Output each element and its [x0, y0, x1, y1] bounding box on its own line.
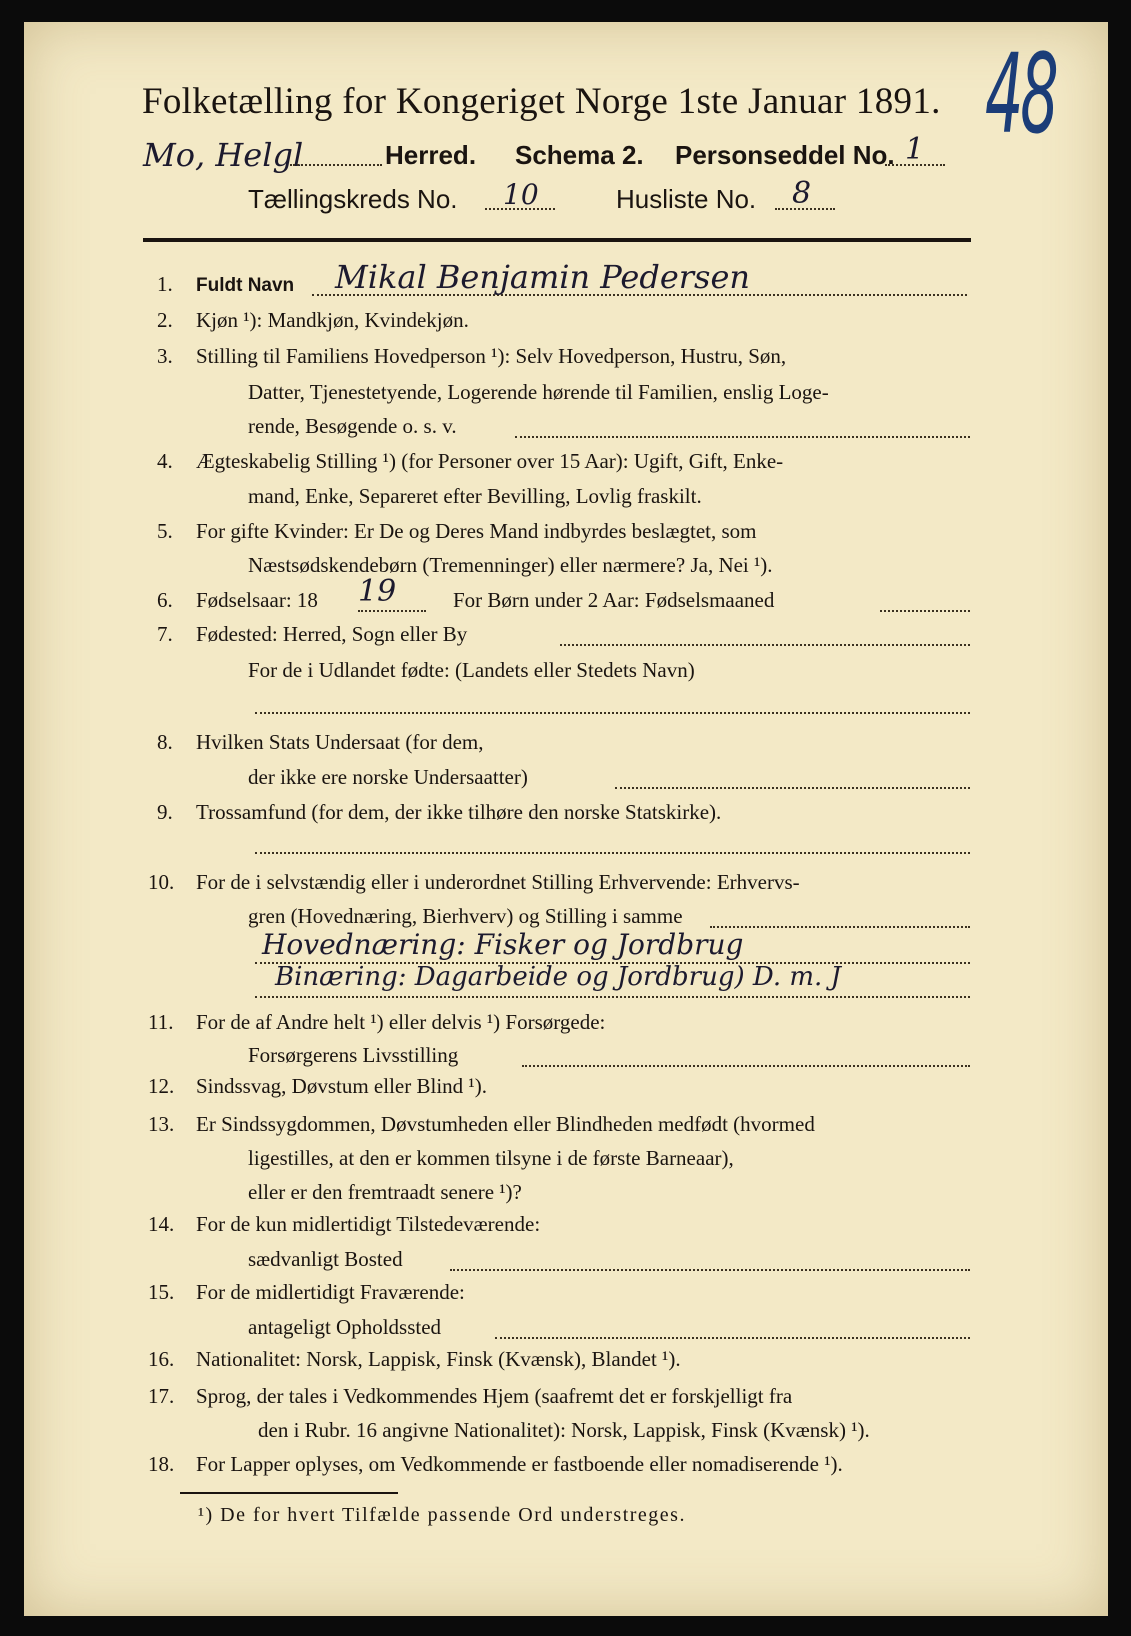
- occupation-main-handwritten: Hovednæring: Fisker og Jordbrug: [262, 928, 744, 961]
- item-12-text: Sindssvag, Døvstum eller Blind ¹).: [196, 1074, 487, 1098]
- item-4-line-1: Ægteskabelig Stilling ¹) (for Personer over 15 Aar): Ugift, Gift, Enke-: [196, 449, 784, 473]
- item-13-line-1: Er Sindssygdommen, Døvstumheden eller Blindheden medfødt (hvormed: [196, 1112, 815, 1136]
- item-number: 17.: [148, 1384, 175, 1408]
- item-17-line-1: Sprog, der tales i Vedkommendes Hjem (saafremt det er forskjelligt fra: [196, 1384, 793, 1408]
- item-7-line-2: For de i Udlandet fødte: (Landets eller Stedets Navn): [248, 658, 695, 682]
- birthyear-handwritten: 19: [358, 574, 397, 609]
- item-8-line-1: Hvilken Stats Undersaat (for dem,: [196, 730, 484, 754]
- item-number: 3.: [157, 344, 173, 368]
- footnote-rule: [180, 1492, 398, 1494]
- occupation-secondary-handwritten: Binæring: Dagarbeide og Jordbrug) D. m. J: [275, 962, 841, 992]
- item-number: 14.: [148, 1212, 175, 1236]
- item-3-line-3: rende, Besøgende o. s. v.: [248, 414, 457, 438]
- item-16-text: Nationalitet: Norsk, Lappisk, Finsk (Kvænsk), Blandet ¹).: [196, 1347, 681, 1371]
- item-2-text: Kjøn ¹): Mandkjøn, Kvindekjøn.: [196, 308, 469, 332]
- item-5-line-2: Næstsødskendebørn (Tremenninger) eller nærmere? Ja, Nei ¹).: [248, 553, 773, 577]
- item-4-line-2: mand, Enke, Separeret efter Bevilling, Lovlig fraskilt.: [248, 484, 702, 508]
- husliste-number: 8: [792, 176, 812, 211]
- item-number: 6.: [157, 588, 173, 612]
- item-number: 1.: [157, 272, 173, 296]
- item-15-line-2: antageligt Opholdssted: [248, 1315, 442, 1339]
- item-number: 10.: [148, 870, 175, 894]
- personseddel-label: Personseddel No.: [675, 140, 895, 170]
- stamp-number: 48: [985, 30, 1056, 158]
- item-number: 16.: [148, 1347, 175, 1371]
- item-9-text: Trossamfund (for dem, der ikke tilhøre den norske Statskirke).: [196, 800, 722, 824]
- item-3-line-1: Stilling til Familiens Hovedperson ¹): Selv Hovedperson, Hustru, Søn,: [196, 344, 787, 368]
- item-1-label: Fuldt Navn: [196, 275, 295, 296]
- item-5-line-1: For gifte Kvinder: Er De og Deres Mand indbyrdes beslægtet, som: [196, 519, 757, 543]
- item-13-line-2: ligestilles, at den er kommen tilsyne i de første Barneaar),: [248, 1146, 734, 1170]
- item-number: 2.: [157, 308, 173, 332]
- item-6-birthyear-label: Fødselsaar: 18: [196, 588, 318, 612]
- item-14-line-2: sædvanligt Bosted: [248, 1247, 403, 1271]
- item-number: 18.: [148, 1452, 175, 1476]
- herred-label: Herred.: [385, 140, 477, 170]
- item-13-line-3: eller er den fremtraadt senere ¹)?: [248, 1180, 522, 1204]
- item-number: 12.: [148, 1074, 175, 1098]
- item-number: 4.: [157, 449, 173, 473]
- item-number: 9.: [157, 800, 173, 824]
- item-10-line-1: For de i selvstændig eller i underordnet Stilling Erhvervende: Erhvervs-: [196, 870, 800, 894]
- item-number: 5.: [157, 519, 173, 543]
- item-number: 8.: [157, 730, 173, 754]
- header-rule: [143, 238, 971, 242]
- form-title: Folketælling for Kongeriget Norge 1ste Januar 1891.: [142, 81, 941, 122]
- item-number: 7.: [157, 622, 173, 646]
- item-3-line-2: Datter, Tjenestetyende, Logerende hørende til Familien, enslig Loge-: [248, 380, 829, 404]
- item-number: 15.: [148, 1280, 175, 1304]
- footnote: ¹) De for hvert Tilfælde passende Ord understreges.: [198, 1504, 686, 1526]
- item-number: 11.: [148, 1010, 174, 1034]
- schema-label: Schema 2.: [515, 140, 644, 170]
- item-8-line-2: der ikke ere norske Undersaatter): [248, 765, 528, 789]
- municipality-handwritten: Mo, Helgl: [143, 136, 304, 174]
- item-11-line-2: Forsørgerens Livsstilling: [248, 1043, 459, 1067]
- item-6-birthmonth-label: For Børn under 2 Aar: Fødselsmaaned: [453, 588, 775, 612]
- husliste-label: Husliste No.: [616, 184, 757, 214]
- item-7-line-1: Fødested: Herred, Sogn eller By: [196, 622, 468, 646]
- taellingskreds-number: 10: [503, 178, 539, 211]
- item-11-line-1: For de af Andre helt ¹) eller delvis ¹) Forsørgede:: [196, 1010, 606, 1034]
- item-14-line-1: For de kun midlertidigt Tilstedeværende:: [196, 1212, 541, 1236]
- personseddel-number: 1: [905, 132, 925, 167]
- item-18-text: For Lapper oplyses, om Vedkommende er fastboende eller nomadiserende ¹).: [196, 1452, 843, 1476]
- item-10-line-2: gren (Hovednæring, Bierhverv) og Stilling i samme: [248, 904, 683, 928]
- full-name-handwritten: Mikal Benjamin Pedersen: [335, 258, 751, 296]
- item-number: 13.: [148, 1112, 175, 1136]
- item-17-line-2: den i Rubr. 16 angivne Nationalitet): Norsk, Lappisk, Finsk (Kvænsk) ¹).: [258, 1418, 870, 1442]
- item-15-line-1: For de midlertidigt Fraværende:: [196, 1280, 465, 1304]
- taellingskreds-label: Tællingskreds No.: [248, 184, 458, 214]
